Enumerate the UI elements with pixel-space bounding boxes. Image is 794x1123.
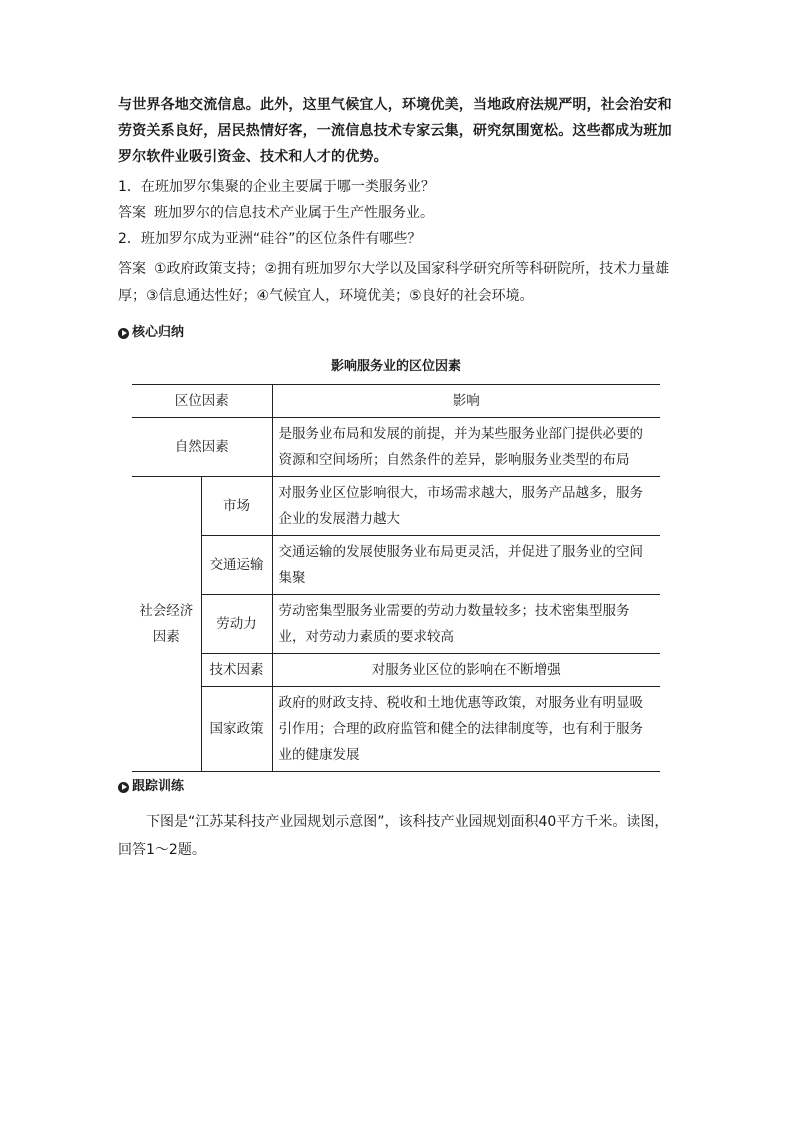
table-row: [132, 687, 660, 772]
question-2: 2．班加罗尔成为亚洲“硅谷”的区位条件有哪些？: [118, 231, 422, 247]
question-1: 1．在班加罗尔集聚的企业主要属于哪一类服务业？: [118, 179, 435, 195]
table-row: [132, 477, 660, 536]
exercise-intro: 下图是“江苏某科技产业园规划示意图”，该科技产业园规划面积40平方千米。读图，回答1～2题。: [118, 814, 669, 858]
table-caption: 影响服务业的区位因素: [330, 359, 461, 374]
location-factors-table: [132, 384, 660, 772]
factor-effect-transport: 交通运输的发展使服务业布局更灵活，并促进了服务业的空间集聚: [272, 536, 660, 595]
factor-name-market: 市场: [201, 477, 272, 536]
play-circle-icon: [118, 782, 129, 793]
factor-name-natural: 自然因素: [132, 418, 272, 477]
factor-effect-natural: 是服务业布局和发展的前提，并为某些服务业部门提供必要的资源和空间场所；自然条件的差异，影响服务业类型的布局: [272, 418, 660, 477]
answer-tag: 答案: [118, 261, 146, 277]
factor-effect-labor: 劳动密集型服务业需要的劳动力数量较多；技术密集型服务业，对劳动力素质的要求较高: [272, 595, 660, 654]
table-row: [132, 418, 660, 477]
section-title: 核心归纳: [132, 325, 185, 340]
header-cell-factor: 区位因素: [132, 385, 272, 418]
factor-name-policy: 国家政策: [201, 687, 272, 772]
factor-name-labor: 劳动力: [201, 595, 272, 654]
play-circle-icon: [118, 328, 129, 339]
table-row: [132, 654, 660, 687]
table-row: [132, 536, 660, 595]
header-cell-effect: 影响: [272, 385, 660, 418]
factor-name-transport: 交通运输: [201, 536, 272, 595]
factor-effect-policy: 政府的财政支持、税收和土地优惠等政策，对服务业有明显吸引作用；合理的政府监管和健全的法律制度等，也有利于服务业的健康发展: [272, 687, 660, 772]
table-row: [132, 595, 660, 654]
intro-paragraph: 与世界各地交流信息。此外，这里气候宜人，环境优美，当地政府法规严明，社会治安和劳资关系良好，居民热情好客，一流信息技术专家云集，研究氛围宽松。这些都成为班加罗尔软件业吸引资金、技术和人才的优势。: [118, 97, 672, 165]
answer-1: [118, 200, 434, 226]
section-title: 跟踪训练: [132, 779, 185, 794]
section-heading-practice: [118, 777, 184, 797]
answer-2-line-2: 厚；③信息通达性好；④气候宜人，环境优美；⑤良好的社会环境。: [118, 288, 534, 304]
factor-group-social-economic: 社会经济因素: [132, 477, 201, 772]
section-heading-summary: [118, 323, 184, 343]
factor-name-technology: 技术因素: [201, 654, 272, 687]
answer-2-text-1: ①政府政策支持；②拥有班加罗尔大学以及国家科学研究所等科研院所，技术力量雄: [154, 261, 670, 277]
factor-effect-market: 对服务业区位影响很大，市场需求越大，服务产品越多，服务企业的发展潜力越大: [272, 477, 660, 536]
answer-2-line-1: [118, 256, 669, 282]
answer-1-text: 班加罗尔的信息技术产业属于生产性服务业。: [154, 205, 434, 221]
factor-effect-technology: 对服务业区位的影响在不断增强: [272, 654, 660, 687]
answer-tag: 答案: [118, 205, 146, 221]
table-header-row: [132, 385, 660, 418]
